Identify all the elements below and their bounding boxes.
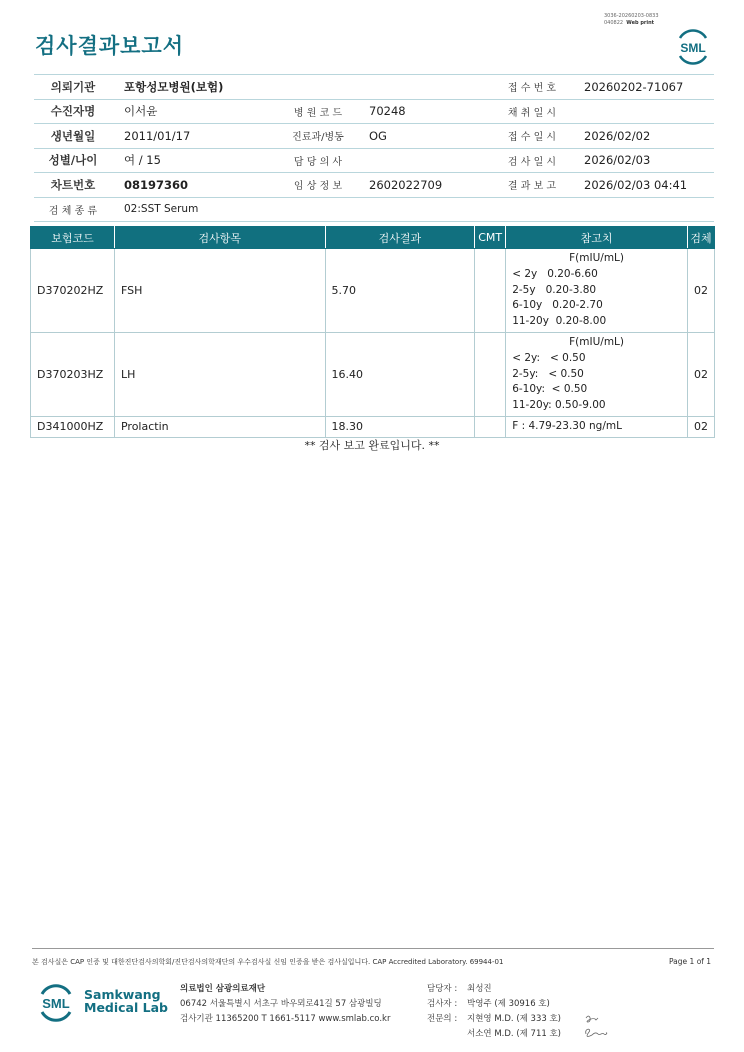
chart-no: 08197360 [112, 173, 279, 198]
row-cmt [475, 249, 506, 333]
sex-age: 여 / 15 [112, 148, 279, 173]
print-time: 040822 [604, 20, 624, 26]
label-dob: 생년월일 [34, 124, 112, 149]
patient-info-table [34, 74, 714, 222]
staff-role: 담당자 : [427, 984, 458, 994]
staff-name: 지현영 M.D. (제 333 호) [467, 1014, 562, 1024]
footer-divider [32, 948, 714, 949]
col-header-code: 보험코드 [31, 227, 115, 249]
patient-name: 이서윤 [112, 99, 279, 124]
row-cmt [475, 416, 506, 437]
table-row [31, 416, 715, 437]
col-header-item: 검사항목 [114, 227, 325, 249]
row-cmt [475, 332, 506, 416]
staff-list [427, 982, 561, 1042]
org-contact: 검사기관 11365200 T 1661-5117 www.smlab.co.kr [180, 1014, 391, 1024]
staff-name: 서소연 M.D. (제 711 호) [467, 1029, 562, 1039]
ref-line: 6-10y: < 0.50 [512, 383, 588, 396]
results-table [30, 226, 715, 438]
staff-name: 박영주 (제 30916 호) [467, 999, 550, 1009]
col-header-specimen: 검체 [687, 227, 714, 249]
receipt-no: 20260202-71067 [572, 75, 714, 100]
page-title: 검사결과보고서 [35, 34, 185, 58]
ref-line: 11-20y 0.20-8.00 [512, 315, 607, 328]
sml-logo-icon [672, 26, 714, 66]
report-date: 2026/02/03 04:41 [572, 173, 714, 198]
ref-line: F : 4.79-23.30 ng/mL [512, 419, 622, 432]
label-collect-date: 채 취 일 시 [492, 99, 572, 124]
print-label: Web print [626, 20, 655, 26]
brand-line1: Samkwang [84, 987, 161, 1002]
receipt-date: 2026/02/02 [572, 124, 714, 149]
ref-line: < 2y: < 0.50 [512, 351, 586, 364]
label-hospital-code: 병 원 코 드 [279, 99, 357, 124]
brand-line2: Medical Lab [84, 1000, 168, 1015]
label-report: 결 과 보 고 [492, 173, 572, 198]
print-meta [604, 13, 659, 27]
table-row [31, 332, 715, 416]
label-dept: 진료과/병동 [279, 124, 357, 149]
row-result: 5.70 [325, 249, 475, 333]
report-complete-text: ** 검사 보고 완료입니다. ** [304, 439, 440, 452]
dept: OG [357, 124, 492, 149]
row-code: D341000HZ [31, 416, 115, 437]
row-specimen: 02 [687, 416, 714, 437]
staff-role: 검사자 : [427, 999, 458, 1009]
label-sex-age: 성별/나이 [34, 148, 112, 173]
signature-icon [582, 1010, 612, 1040]
row-code: D370202HZ [31, 249, 115, 333]
accreditation-note: 본 검사실은 CAP 인증 및 대한진단검사의학회/진단검사의학재단의 우수검사실 신임 인증을 받은 검사실입니다. CAP Accredited Laboratory. 69944-01 [32, 958, 504, 966]
ref-line: < 2y 0.20-6.60 [512, 267, 598, 280]
row-specimen: 02 [687, 249, 714, 333]
row-code: D370203HZ [31, 332, 115, 416]
request-org: 포항성모병원(보험) [112, 75, 492, 100]
dob: 2011/01/17 [112, 124, 279, 149]
table-row [31, 249, 715, 333]
staff-name: 최성진 [467, 984, 492, 994]
col-header-cmt: CMT [475, 227, 506, 249]
col-header-result: 검사결과 [325, 227, 475, 249]
row-reference [506, 332, 688, 416]
brand-name [84, 988, 168, 1014]
label-receipt-no: 접 수 번 호 [492, 75, 572, 100]
row-item: LH [114, 332, 325, 416]
label-test-date: 검 사 일 시 [492, 148, 572, 173]
ref-unit: F(mIU/mL) [569, 252, 624, 264]
logo-text: SML [680, 41, 706, 55]
row-item: Prolactin [114, 416, 325, 437]
row-result: 16.40 [325, 332, 475, 416]
label-receipt-date: 접 수 일 시 [492, 124, 572, 149]
org-name: 의료법인 삼광의료재단 [180, 984, 266, 994]
org-address: 06742 서울특별시 서초구 바우뫼로41길 57 삼광빌딩 [180, 999, 382, 1009]
sml-logo-icon [36, 980, 76, 1025]
staff-role: 전문의 : [427, 1014, 458, 1024]
ref-line: 2-5y: < 0.50 [512, 367, 584, 380]
col-header-ref: 참고치 [506, 227, 688, 249]
specimen: 02:SST Serum [112, 197, 714, 222]
test-date: 2026/02/03 [572, 148, 714, 173]
row-reference [506, 249, 688, 333]
ref-line: 6-10y 0.20-2.70 [512, 299, 603, 312]
print-code: 3036-20260203-0833 [604, 13, 659, 19]
label-name: 수진자명 [34, 99, 112, 124]
label-chart-no: 차트번호 [34, 173, 112, 198]
label-clinical: 임 상 정 보 [279, 173, 357, 198]
clinical-info: 2602022709 [357, 173, 492, 198]
logo-text: SML [42, 996, 70, 1011]
collect-date [572, 99, 714, 124]
ref-line: 2-5y 0.20-3.80 [512, 283, 597, 296]
page-number: Page 1 of 1 [669, 957, 712, 966]
label-request-org: 의뢰기관 [34, 75, 112, 100]
label-specimen: 검 체 종 류 [34, 197, 112, 222]
row-item: FSH [114, 249, 325, 333]
org-info [180, 982, 390, 1027]
doctor [357, 148, 492, 173]
ref-line: 11-20y: 0.50-9.00 [512, 399, 606, 412]
hospital-code: 70248 [357, 99, 492, 124]
label-doctor: 담 당 의 사 [279, 148, 357, 173]
row-reference [506, 416, 688, 437]
row-specimen: 02 [687, 332, 714, 416]
ref-unit: F(mIU/mL) [569, 335, 624, 348]
row-result: 18.30 [325, 416, 475, 437]
